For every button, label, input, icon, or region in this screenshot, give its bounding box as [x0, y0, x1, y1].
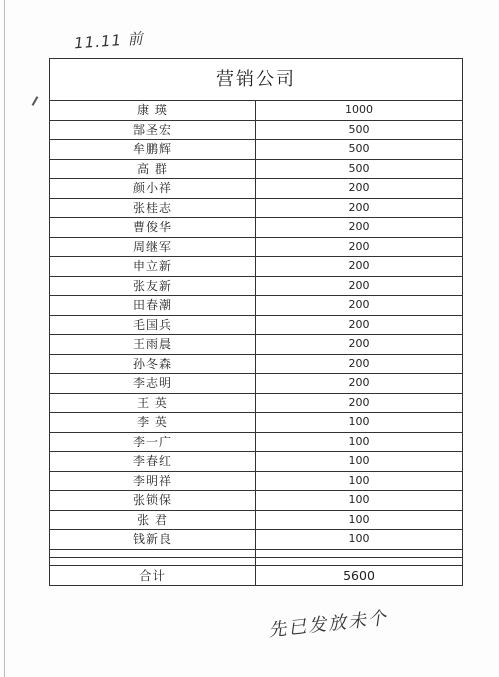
amount-cell: 100 [256, 510, 463, 530]
total-label: 合计 [50, 565, 256, 585]
empty-row [50, 557, 462, 565]
amount-cell: 200 [256, 179, 463, 199]
empty-cell [256, 549, 463, 557]
table-row [50, 296, 462, 316]
amount-cell: 100 [256, 452, 463, 472]
table-row [50, 510, 462, 530]
amount-cell: 100 [256, 471, 463, 491]
person-name-cell: 申立新 [50, 257, 256, 277]
person-name-cell: 康 瑛 [50, 101, 256, 120]
person-name-cell: 毛国兵 [50, 315, 256, 335]
amount-cell: 200 [256, 374, 463, 394]
table-row [50, 530, 462, 550]
table-row [50, 452, 462, 472]
payment-sheet [49, 58, 463, 586]
total-amount: 5600 [343, 567, 375, 583]
amount-cell: 100 [256, 491, 463, 511]
payment-table-body [50, 101, 462, 585]
empty-cell [256, 557, 463, 565]
table-row [50, 198, 462, 218]
amount-cell: 200 [256, 237, 463, 257]
amount-cell: 100 [256, 413, 463, 433]
person-name-cell: 王 英 [50, 393, 256, 413]
handwritten-note-bottom: 先已发放未个 [267, 607, 389, 642]
table-row [50, 179, 462, 199]
table-row [50, 491, 462, 511]
pen-mark [32, 96, 39, 106]
person-name-cell: 王雨晨 [50, 335, 256, 355]
person-name-cell: 张 君 [50, 510, 256, 530]
amount-cell: 1000 [256, 101, 463, 120]
person-name-cell: 李一广 [50, 432, 256, 452]
empty-cell [50, 557, 256, 565]
amount-cell: 200 [256, 393, 463, 413]
person-name-cell: 孙冬森 [50, 354, 256, 374]
amount-cell: 500 [256, 159, 463, 179]
table-row [50, 237, 462, 257]
person-name-cell: 李春红 [50, 452, 256, 472]
amount-cell: 200 [256, 198, 463, 218]
table-row [50, 374, 462, 394]
amount-cell: 500 [256, 120, 463, 140]
amount-cell: 100 [256, 530, 463, 550]
table-row [50, 101, 462, 120]
amount-cell: 200 [256, 257, 463, 277]
table-row [50, 159, 462, 179]
amount-cell: 200 [256, 354, 463, 374]
amount-cell: 100 [256, 432, 463, 452]
table-row [50, 218, 462, 238]
empty-cell [50, 549, 256, 557]
amount-cell: 200 [256, 315, 463, 335]
person-name-cell: 曹俊华 [50, 218, 256, 238]
person-name-cell: 李 英 [50, 413, 256, 433]
table-row [50, 120, 462, 140]
amount-cell: 500 [256, 140, 463, 160]
person-name-cell: 李明祥 [50, 471, 256, 491]
amount-cell: 200 [256, 218, 463, 238]
person-name-cell: 牟鹏辉 [50, 140, 256, 160]
table-row [50, 276, 462, 296]
person-name-cell: 颜小祥 [50, 179, 256, 199]
sheet-title: 营销公司 [50, 59, 462, 101]
person-name-cell: 张桂志 [50, 198, 256, 218]
amount-cell: 200 [256, 296, 463, 316]
table-row [50, 432, 462, 452]
table-row [50, 354, 462, 374]
table-row [50, 315, 462, 335]
person-name-cell: 李志明 [50, 374, 256, 394]
person-name-cell: 郜圣宏 [50, 120, 256, 140]
table-row [50, 140, 462, 160]
table-row [50, 471, 462, 491]
person-name-cell: 田春潮 [50, 296, 256, 316]
total-row [50, 565, 462, 585]
empty-row [50, 549, 462, 557]
amount-cell: 200 [256, 335, 463, 355]
payment-table [50, 101, 462, 585]
person-name-cell: 张锁保 [50, 491, 256, 511]
person-name-cell: 张友新 [50, 276, 256, 296]
table-row [50, 335, 462, 355]
table-row [50, 413, 462, 433]
table-row [50, 393, 462, 413]
person-name-cell: 高 群 [50, 159, 256, 179]
person-name-cell: 周继军 [50, 237, 256, 257]
table-row [50, 257, 462, 277]
handwritten-note-top: 11.11 前 [73, 29, 145, 53]
person-name-cell: 钱新良 [50, 530, 256, 550]
amount-cell: 200 [256, 276, 463, 296]
page-edge-line [4, 0, 5, 677]
